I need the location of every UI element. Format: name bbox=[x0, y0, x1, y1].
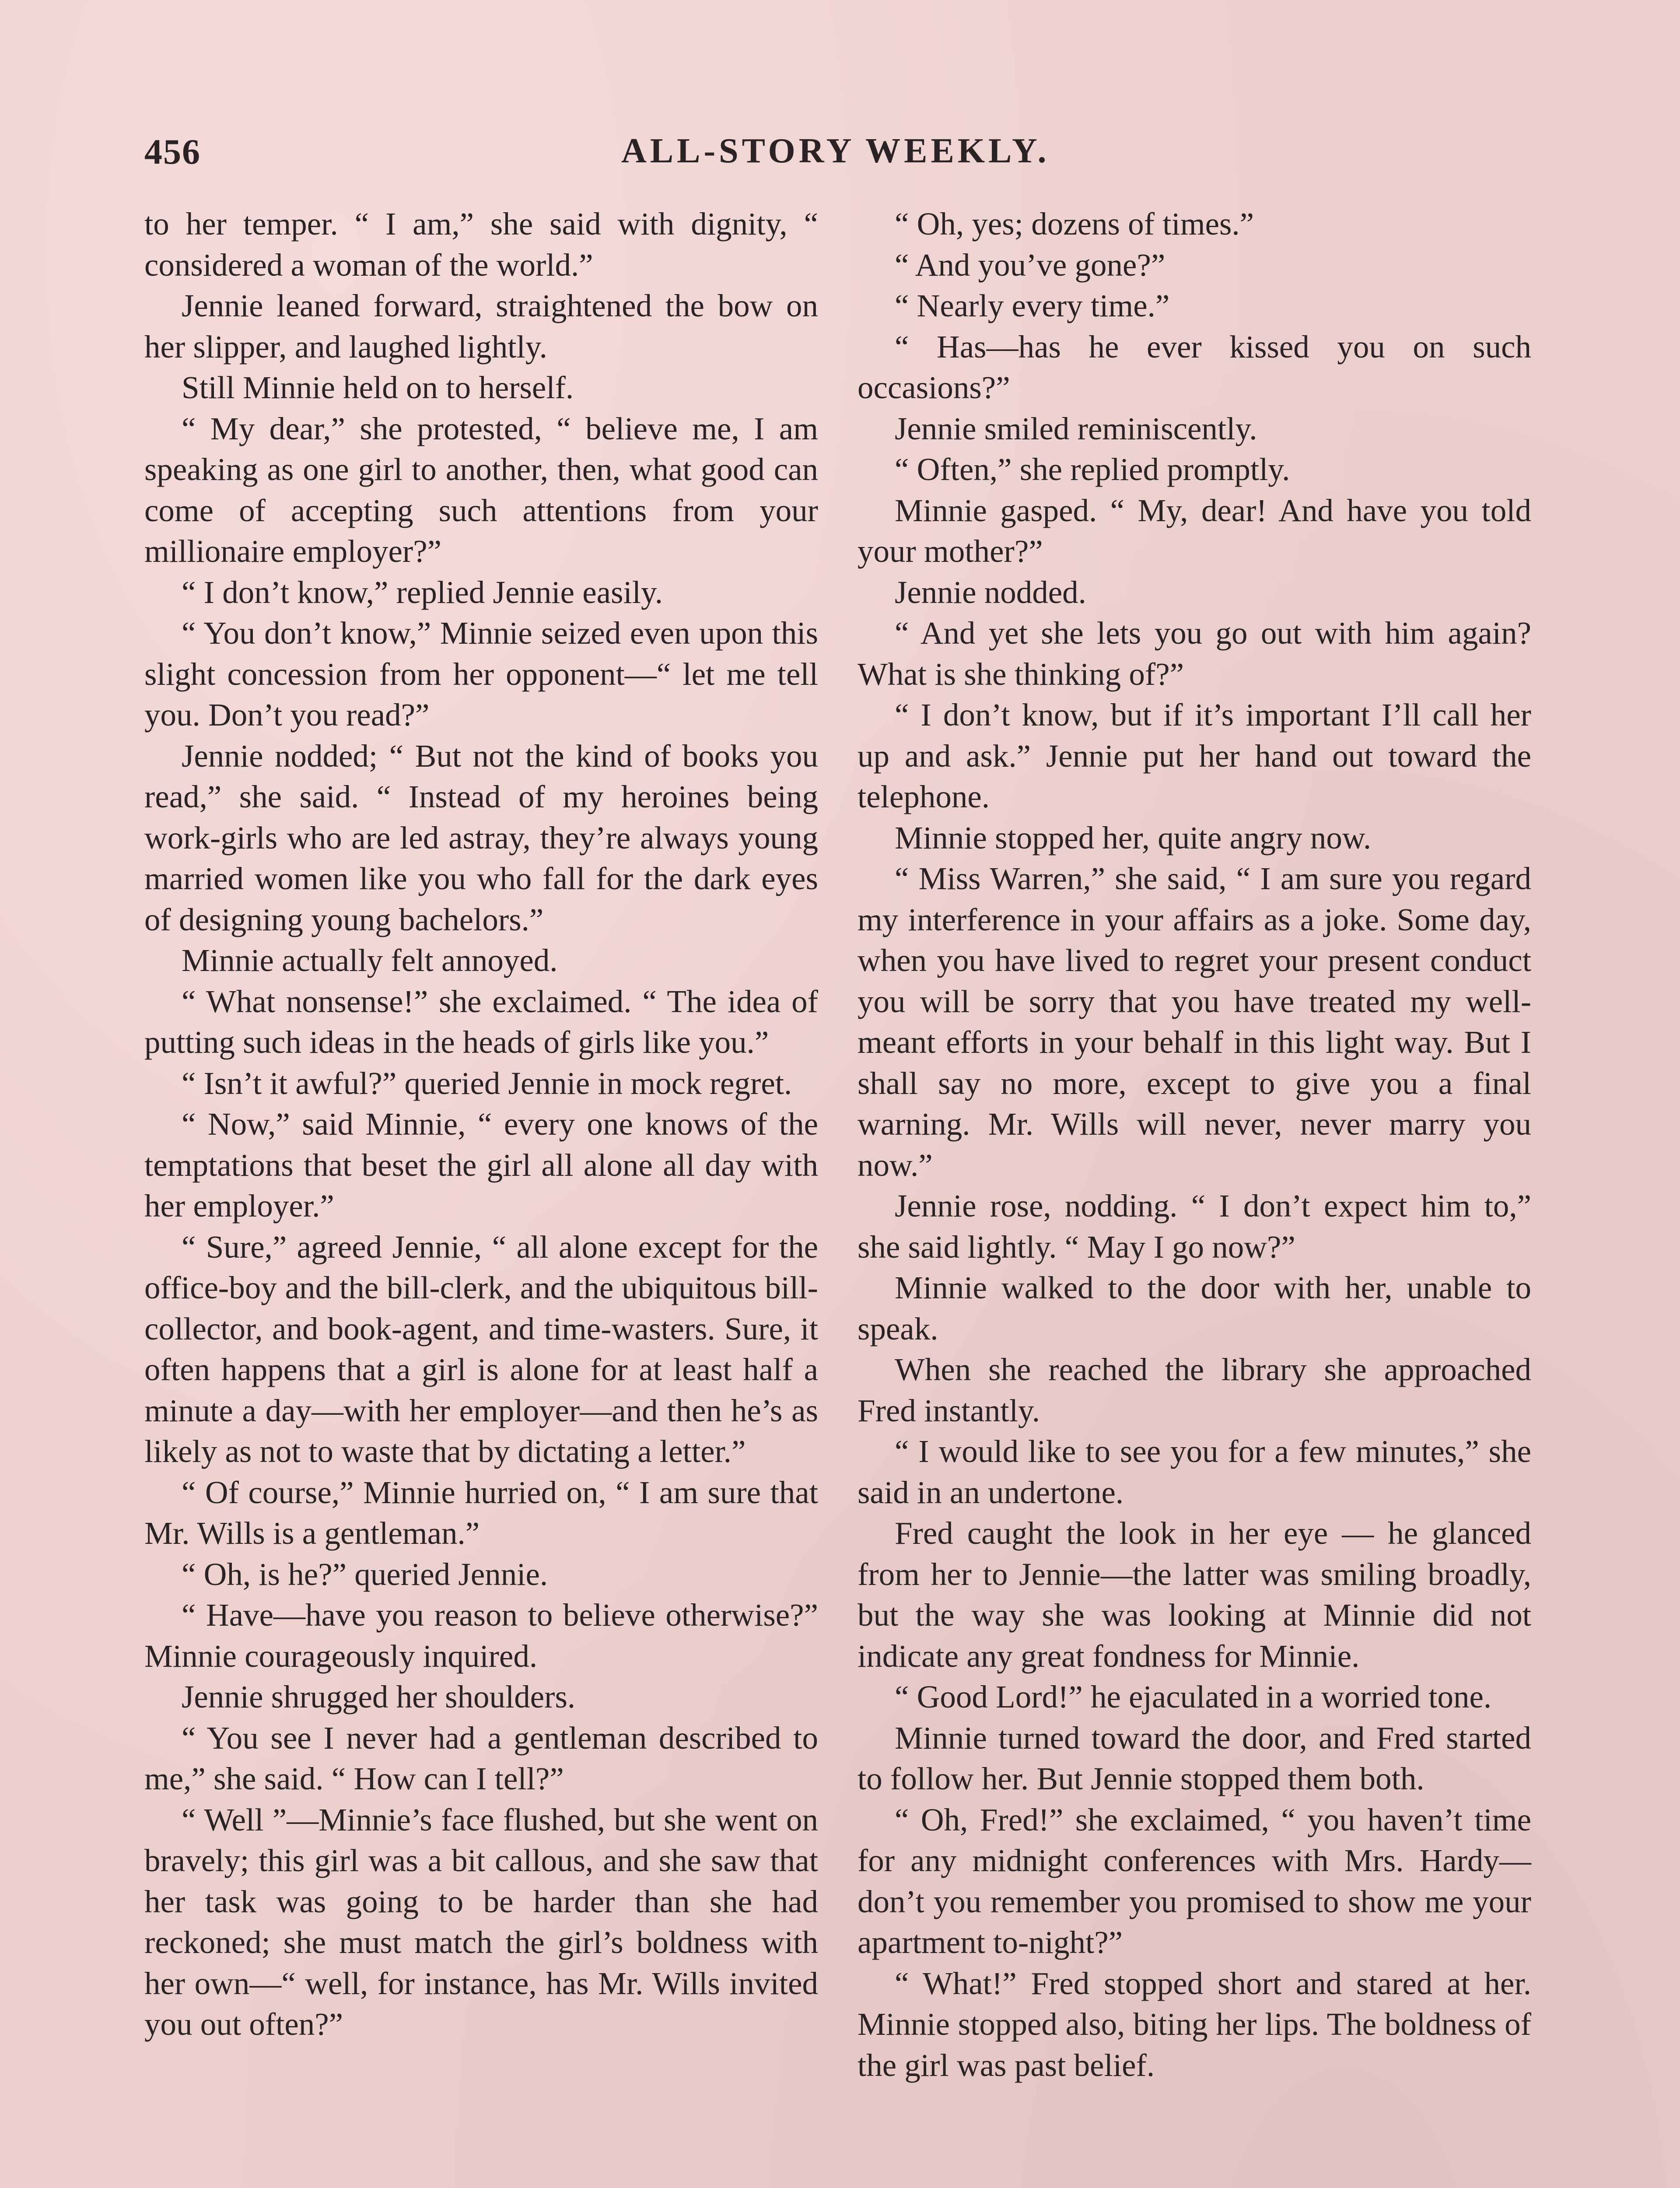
paragraph: “ Well ”—Minnie’s face flushed, but she went on bravely; this girl was a bit callous, and she saw that her task was going to be harder than she had reckoned; she must match the girl’s boldness with her own—“ well, for instance, has Mr. Wills invited you out often?” bbox=[144, 1802, 818, 2042]
paragraph: Still Minnie held on to herself. bbox=[182, 370, 574, 405]
paragraph: “ Oh, Fred!” she exclaimed, “ you haven’t time for any midnight conferences with Mrs. Hardy—don’t you remember you promised to show me your apartment to-night?” bbox=[858, 1802, 1531, 1960]
running-title: ALL-STORY WEEKLY. bbox=[621, 132, 1050, 170]
paragraph: “ Good Lord!” he ejaculated in a worried tone. bbox=[895, 1679, 1492, 1715]
paragraph: Jennie rose, nodding. “ I don’t expect him to,” she said lightly. “ May I go now?” bbox=[858, 1188, 1531, 1265]
paragraph: “ Oh, is he?” queried Jennie. bbox=[182, 1556, 548, 1592]
paragraph: Minnie turned toward the door, and Fred started to follow her. But Jennie stopped them both. bbox=[858, 1720, 1531, 1796]
paragraph: to her temper. “ I am,” she said with dignity, “ considered a woman of the world.” bbox=[144, 206, 818, 283]
paragraph: Minnie walked to the door with her, unable to speak. bbox=[858, 1270, 1531, 1346]
paragraph: Minnie gasped. “ My, dear! And have you told your mother?” bbox=[858, 492, 1531, 569]
paragraph: “ I would like to see you for a few minutes,” she said in an undertone. bbox=[858, 1434, 1531, 1510]
page-number: 456 bbox=[144, 132, 201, 172]
paragraph: “ Oh, yes; dozens of times.” bbox=[895, 206, 1254, 242]
paragraph: “ Has—has he ever kissed you on such occasions?” bbox=[858, 329, 1531, 405]
paragraph: “ Have—have you reason to believe otherwise?” Minnie courageously inquired. bbox=[144, 1597, 818, 1674]
paragraph: Jennie nodded; “ But not the kind of books you read,” she said. “ Instead of my heroines being work-girls who are led astray, they’re always young married women like you who fall for the dark eyes of designing young bachelors.” bbox=[144, 738, 818, 937]
paragraph: “ You don’t know,” Minnie seized even upon this slight concession from her opponent—“ let me tell you. Don’t you read?” bbox=[144, 615, 818, 733]
paragraph: “ Isn’t it awful?” queried Jennie in mock regret. bbox=[182, 1065, 792, 1101]
paragraph: “ I don’t know,” replied Jennie easily. bbox=[182, 574, 663, 610]
paragraph: Jennie nodded. bbox=[895, 574, 1086, 610]
paragraph: Fred caught the look in her eye — he glanced from her to Jennie—the latter was smiling broadly, but the way she was looking at Minnie did not indicate any great fondness for Minnie. bbox=[858, 1515, 1531, 1674]
paragraph: “ What!” Fred stopped short and stared at her. Minnie stopped also, biting her lips. The boldness of the girl was past belief. bbox=[858, 1965, 1531, 2083]
paragraph: Minnie stopped her, quite angry now. bbox=[895, 820, 1372, 856]
paragraph: “ Of course,” Minnie hurried on, “ I am sure that Mr. Wills is a gentleman.” bbox=[144, 1474, 818, 1551]
paragraph: “ I don’t know, but if it’s important I’ll call her up and ask.” Jennie put her hand out toward the telephone. bbox=[858, 697, 1531, 814]
paragraph: “ My dear,” she protested, “ believe me, I am speaking as one girl to another, then, what good can come of accepting such attentions from your millionaire employer?” bbox=[144, 410, 818, 569]
paragraph: “ What nonsense!” she exclaimed. “ The idea of putting such ideas in the heads of girls like you.” bbox=[144, 983, 818, 1060]
paragraph: “ And yet she lets you go out with him again? What is she thinking of?” bbox=[858, 615, 1531, 692]
paragraph: “ You see I never had a gentleman described to me,” she said. “ How can I tell?” bbox=[144, 1720, 818, 1796]
paragraph: Jennie smiled reminiscently. bbox=[895, 410, 1257, 446]
paragraph: Jennie shrugged her shoulders. bbox=[182, 1679, 576, 1715]
left-column bbox=[144, 203, 818, 2045]
right-column bbox=[858, 203, 1531, 2086]
paragraph: “ Often,” she replied promptly. bbox=[895, 452, 1290, 487]
paragraph: “ Nearly every time.” bbox=[895, 288, 1170, 323]
paragraph: “ Miss Warren,” she said, “ I am sure you regard my interference in your affairs as a joke. Some day, when you have lived to regret your present conduct you will be sorry that you have treated my well-meant efforts in your behalf in this light way. But I shall say no more, except to give you a final warning. Mr. Wills will never, never marry you now.” bbox=[858, 861, 1531, 1183]
page-header bbox=[144, 127, 1536, 179]
paragraph: Minnie actually felt annoyed. bbox=[182, 943, 558, 978]
paragraph: “ Sure,” agreed Jennie, “ all alone except for the office-boy and the bill-clerk, and the ubiquitous bill-collector, and book-agent, and time-wasters. Sure, it often happens that a girl is alone for at least half a minute a day—with her employer—and then he’s as likely as not to waste that by dictating a letter.” bbox=[144, 1229, 818, 1469]
paragraph: When she reached the library she approached Fred instantly. bbox=[858, 1352, 1531, 1428]
paragraph: “ And you’ve gone?” bbox=[895, 247, 1166, 283]
paragraph: “ Now,” said Minnie, “ every one knows of the temptations that beset the girl all alone all day with her employer.” bbox=[144, 1106, 818, 1224]
paragraph: Jennie leaned forward, straightened the bow on her slipper, and laughed lightly. bbox=[144, 288, 818, 365]
